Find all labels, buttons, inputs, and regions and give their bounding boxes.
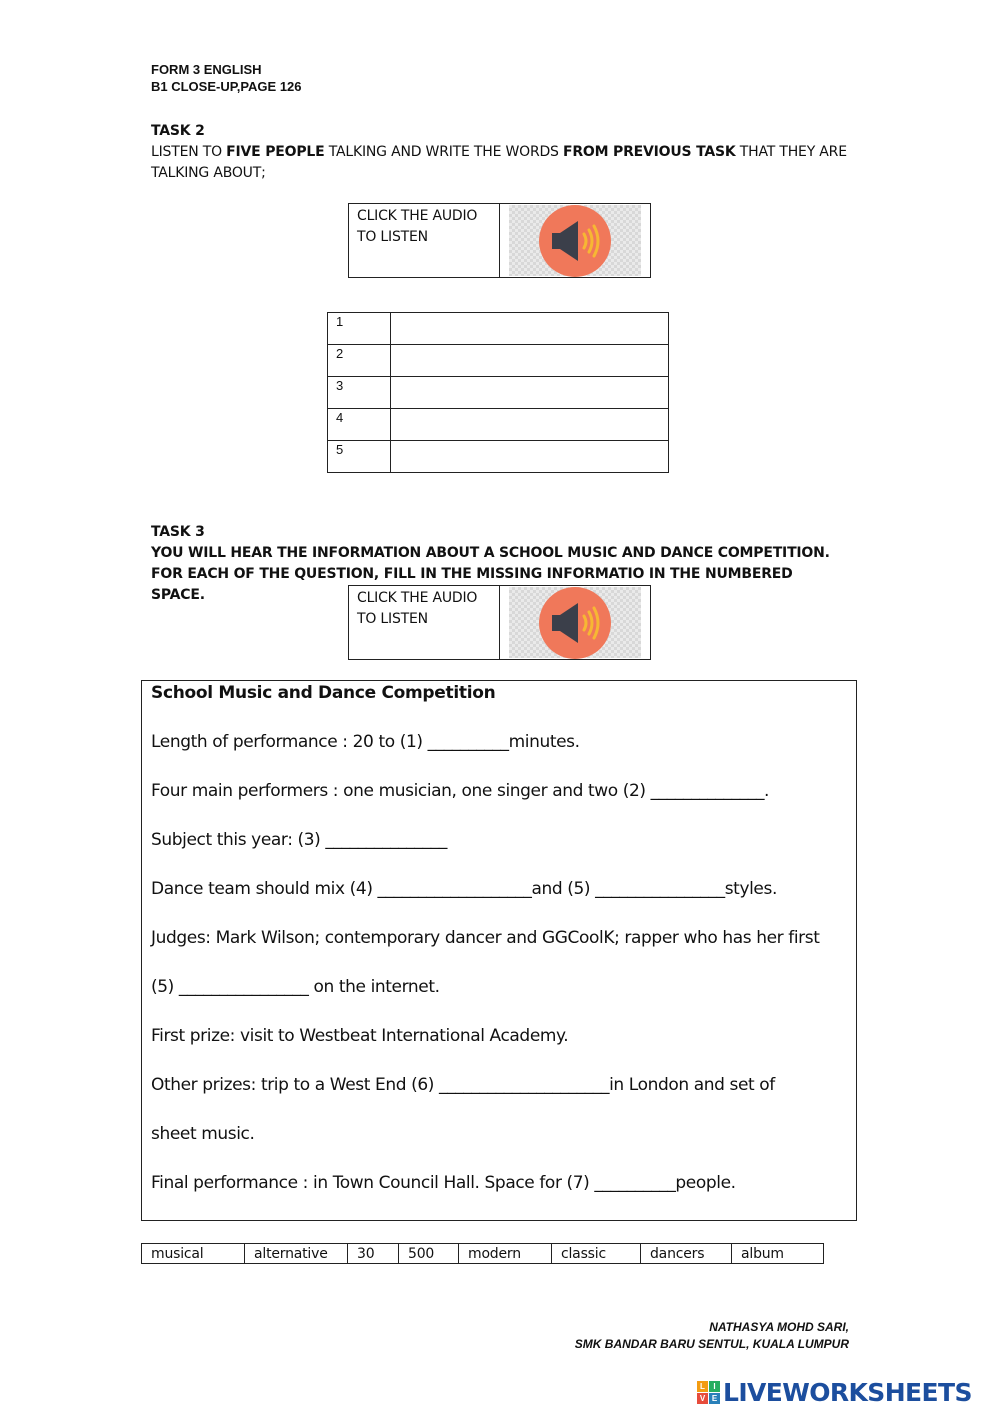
- word-bank-item: 500: [399, 1244, 459, 1264]
- competition-line: sheet music.: [151, 1124, 255, 1144]
- header-line-1: FORM 3 ENGLISH: [151, 62, 262, 77]
- answer-input-cell[interactable]: [391, 345, 669, 377]
- liveworksheets-brand-text: LIVEWORKSHEETS: [723, 1378, 972, 1407]
- logo-letter: I: [709, 1381, 720, 1392]
- answer-row: [328, 409, 669, 441]
- word-bank-item: dancers: [641, 1244, 732, 1264]
- task2-answer-table: [327, 312, 669, 473]
- competition-line: Final performance : in Town Council Hall. Space for (7) __________people.: [151, 1173, 736, 1193]
- answer-row-number: 5: [328, 441, 391, 473]
- answer-row-number: 4: [328, 409, 391, 441]
- logo-letter: V: [697, 1393, 708, 1404]
- competition-line: Four main performers : one musician, one singer and two (2) ______________.: [151, 781, 770, 801]
- competition-box: [141, 680, 857, 1221]
- word-bank-item: 30: [348, 1244, 399, 1264]
- logo-letter: E: [709, 1393, 720, 1404]
- competition-line: First prize: visit to Westbeat International Academy.: [151, 1026, 569, 1046]
- answer-input-cell[interactable]: [391, 441, 669, 473]
- credit-line-1: NATHASYA MOHD SARI,: [709, 1320, 849, 1334]
- answer-input-cell[interactable]: [391, 313, 669, 345]
- competition-line: Other prizes: trip to a West End (6) _____________________in London and set of: [151, 1075, 775, 1095]
- liveworksheets-logo-icon: [697, 1381, 720, 1404]
- answer-row: [328, 377, 669, 409]
- answer-input-cell[interactable]: [391, 409, 669, 441]
- competition-line: Length of performance : 20 to (1) __________minutes.: [151, 732, 580, 752]
- logo-letter: L: [697, 1381, 708, 1392]
- answer-row: [328, 345, 669, 377]
- word-bank-item: classic: [552, 1244, 641, 1264]
- word-bank: [141, 1243, 824, 1264]
- word-bank-item: modern: [459, 1244, 552, 1264]
- word-bank-item: alternative: [245, 1244, 348, 1264]
- competition-line: (5) ________________ on the internet.: [151, 977, 440, 997]
- answer-row-number: 2: [328, 345, 391, 377]
- credit-line-2: SMK BANDAR BARU SENTUL, KUALA LUMPUR: [574, 1337, 849, 1351]
- competition-line: Dance team should mix (4) ___________________and (5) ________________styles.: [151, 879, 777, 899]
- word-bank-item: album: [732, 1244, 824, 1264]
- answer-row-number: 1: [328, 313, 391, 345]
- task2-instruction: LISTEN TO FIVE PEOPLE TALKING AND WRITE THE WORDS FROM PREVIOUS TASK THAT THEY ARE TALKING ABOUT;: [151, 144, 847, 181]
- task2-audio-button[interactable]: [509, 205, 641, 276]
- speaker-icon: [538, 586, 612, 660]
- liveworksheets-logo[interactable]: [697, 1378, 972, 1407]
- task2-audio-label: CLICK THE AUDIO TO LISTEN: [349, 204, 500, 277]
- task2-audio-box: [348, 203, 651, 278]
- task3-title: TASK 3: [151, 524, 205, 540]
- competition-line: Subject this year: (3) _______________: [151, 830, 447, 850]
- competition-line: Judges: Mark Wilson; contemporary dancer and GGCoolK; rapper who has her first: [151, 928, 820, 948]
- answer-input-cell[interactable]: [391, 377, 669, 409]
- task2-title: TASK 2: [151, 123, 205, 139]
- word-bank-item: musical: [142, 1244, 245, 1264]
- task3-instruction: YOU WILL HEAR THE INFORMATION ABOUT A SCHOOL MUSIC AND DANCE COMPETITION. FOR EACH OF THE QUESTION, FILL IN THE MISSING INFORMATIO IN THE NUMBERED SPACE.: [151, 545, 830, 603]
- task3-audio-label: CLICK THE AUDIO TO LISTEN: [349, 586, 500, 659]
- speaker-icon: [538, 204, 612, 278]
- competition-title: School Music and Dance Competition: [151, 683, 496, 703]
- answer-row: [328, 313, 669, 345]
- header-line-2: B1 CLOSE-UP,PAGE 126: [151, 79, 302, 94]
- answer-row-number: 3: [328, 377, 391, 409]
- task3-audio-button[interactable]: [509, 587, 641, 658]
- task3-audio-box: [348, 585, 651, 660]
- answer-row: [328, 441, 669, 473]
